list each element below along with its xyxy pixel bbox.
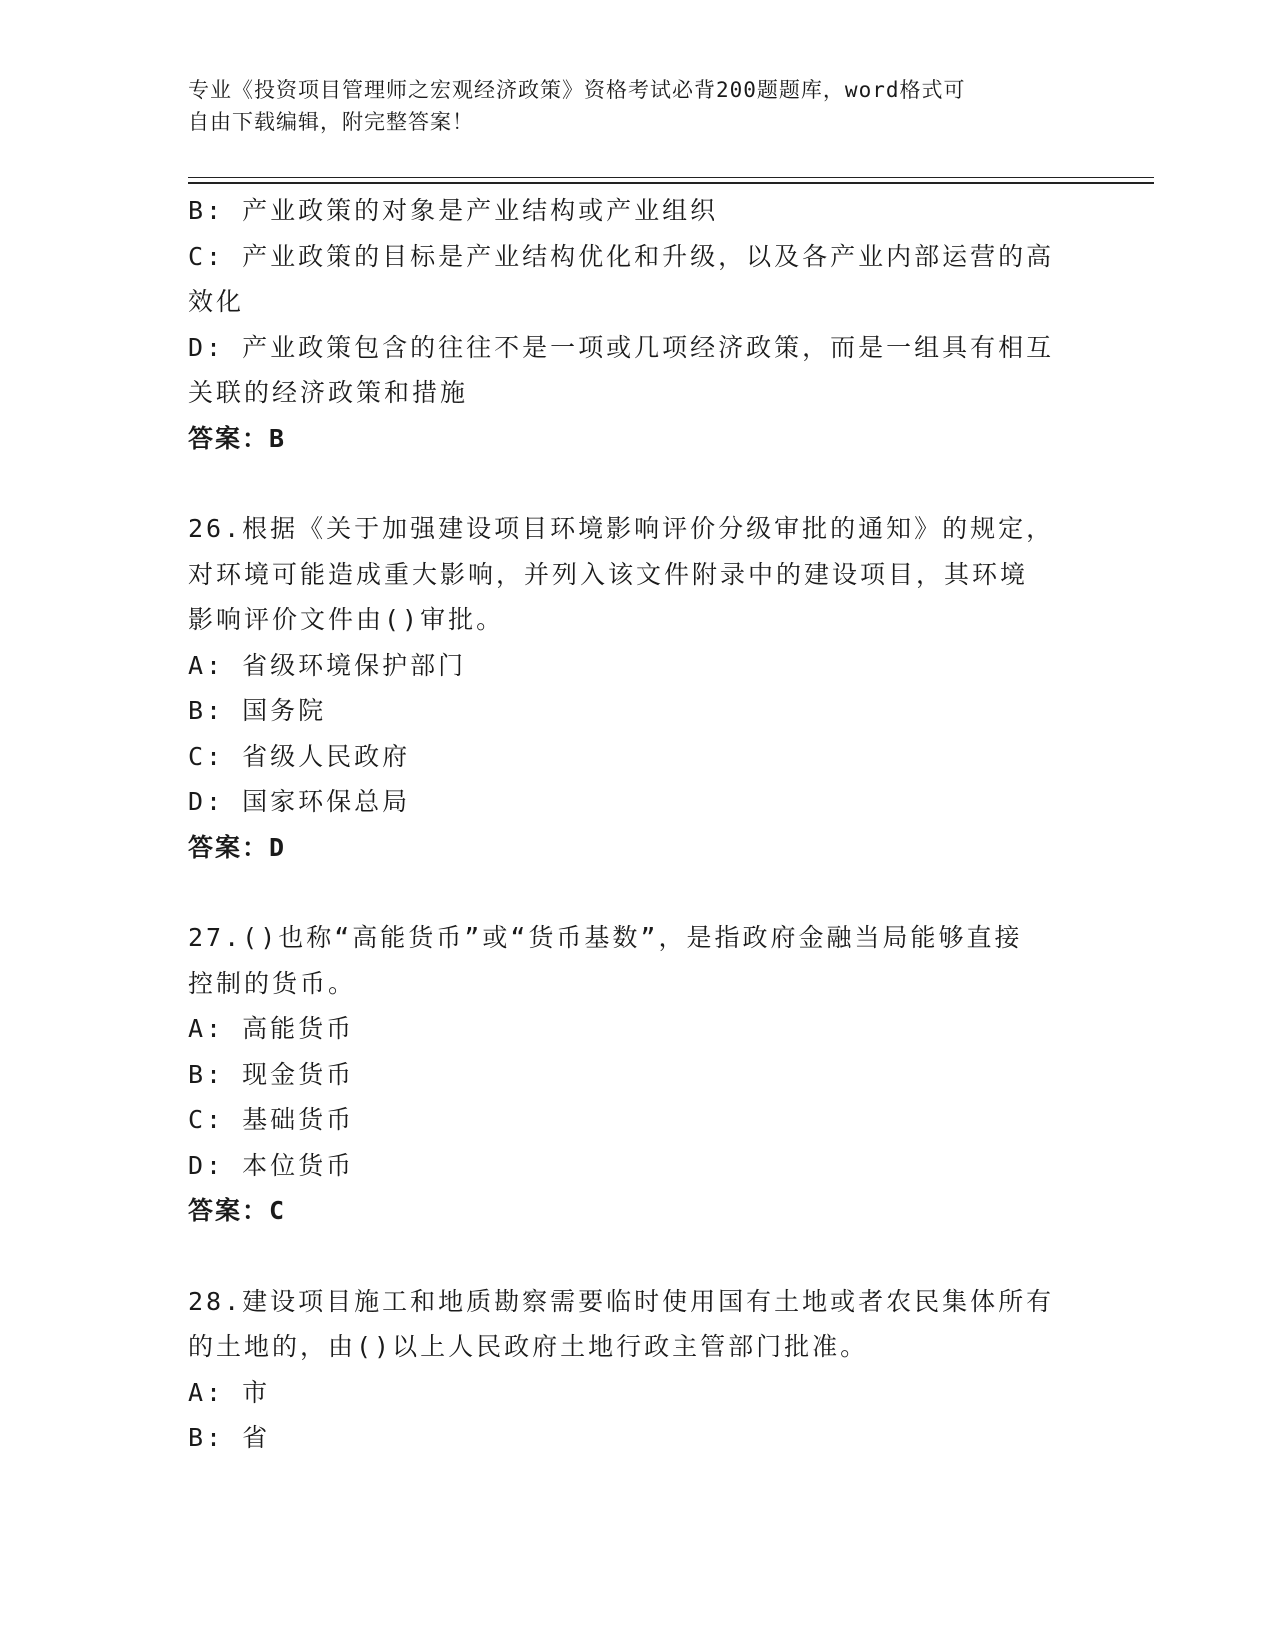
question-stem-line: 控制的货币。	[188, 968, 357, 998]
option-c: C: 基础货币	[188, 1105, 355, 1134]
answer-line: 答案：C	[188, 1196, 287, 1225]
spacer	[188, 461, 1088, 506]
option-c: C: 省级人民政府	[188, 741, 411, 771]
question-stem-line: 28.建设项目施工和地质勘察需要临时使用国有土地或者农民集体所有	[188, 1286, 1055, 1316]
option-b: B: 产业政策的对象是产业结构或产业组织	[188, 196, 719, 225]
option-d: D: 国家环保总局	[188, 787, 411, 816]
question-28	[188, 1279, 1088, 1461]
option-c-continued: 效化	[188, 287, 245, 316]
document-body	[188, 188, 1088, 1461]
question-stem-line: 影响评价文件由()审批。	[188, 605, 505, 634]
option-d: D: 本位货币	[188, 1150, 355, 1180]
question-stem-line: 的土地的，由()以上人民政府土地行政主管部门批准。	[188, 1332, 869, 1361]
option-b: B: 省	[188, 1423, 271, 1452]
question-stem-line: 27.()也称“高能货币”或“货币基数”，是指政府金融当局能够直接	[188, 923, 1023, 952]
question-stem-line: 26.根据《关于加强建设项目环境影响评价分级审批的通知》的规定，	[188, 514, 1055, 543]
answer-line: 答案：D	[188, 832, 287, 862]
header-line-1: 专业《投资项目管理师之宏观经济政策》资格考试必背200题题库，word格式可	[188, 78, 966, 102]
option-b: B: 国务院	[188, 696, 327, 725]
option-d-continued: 关联的经济政策和措施	[188, 378, 469, 407]
question-26	[188, 506, 1088, 870]
answer-line: 答案：B	[188, 423, 287, 453]
option-d: D: 产业政策包含的往往不是一项或几项经济政策，而是一组具有相互	[188, 332, 1055, 362]
option-c: C: 产业政策的目标是产业结构优化和升级，以及各产业内部运营的高	[188, 241, 1055, 271]
option-a: A: 省级环境保护部门	[188, 650, 467, 680]
question-27	[188, 915, 1088, 1234]
spacer	[188, 870, 1088, 915]
header-divider-thin	[188, 177, 1154, 178]
document-header	[188, 74, 1068, 138]
question-stem-line: 对环境可能造成重大影响，并列入该文件附录中的建设项目，其环境	[188, 559, 1029, 589]
option-a: A: 市	[188, 1377, 271, 1407]
header-line-2: 自由下载编辑，附完整答案！	[188, 110, 474, 134]
header-divider-thick	[188, 182, 1154, 184]
option-b: B: 现金货币	[188, 1059, 355, 1089]
question-25-tail	[188, 188, 1088, 461]
spacer	[188, 1234, 1088, 1279]
option-a: A: 高能货币	[188, 1014, 355, 1043]
